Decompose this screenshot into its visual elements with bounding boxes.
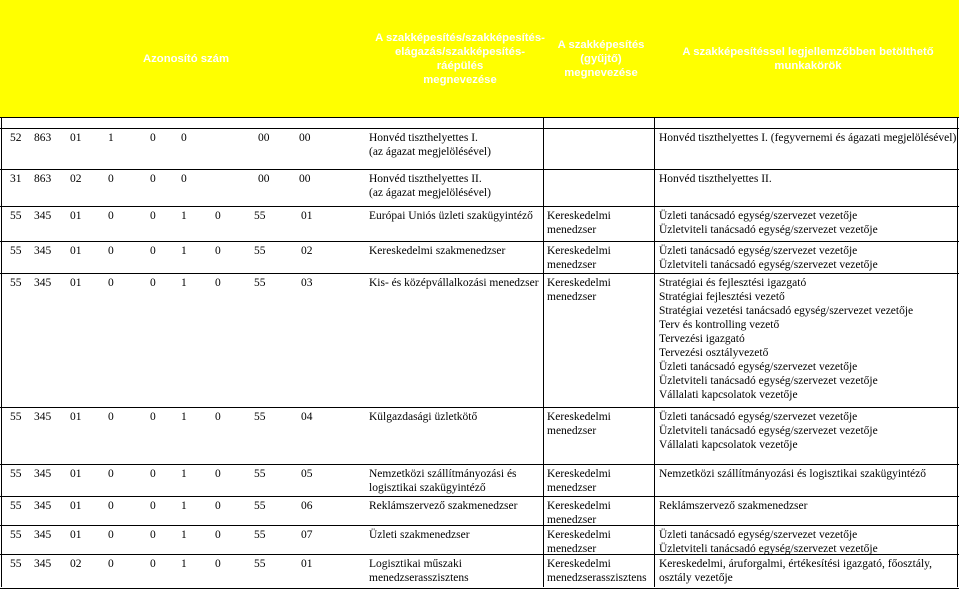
- id-part: 0: [150, 529, 156, 541]
- id-part: 55: [254, 210, 266, 222]
- qualification-name: Honvéd tiszthelyettes I. (az ágazat megjelölésével): [369, 132, 491, 158]
- id-part: 0: [150, 245, 156, 257]
- id-part: 00: [299, 173, 311, 185]
- table-row: [0, 525, 959, 555]
- id-part: 0: [108, 210, 114, 222]
- id-part: 0: [150, 558, 156, 570]
- jobs-list: Honvéd tiszthelyettes I. (fegyvernemi és ágazati megjelölésével): [659, 132, 957, 144]
- table-row: [0, 496, 959, 526]
- header-id: Azonosító szám: [143, 52, 229, 65]
- id-part: 0: [108, 529, 114, 541]
- id-part: 01: [70, 468, 82, 480]
- qualification-name: Reklámszervező szakmenedzser: [369, 500, 518, 512]
- id-part: 00: [299, 132, 311, 144]
- id-part: 02: [70, 558, 82, 570]
- id-part: 0: [150, 132, 156, 144]
- id-part: 1: [181, 411, 187, 423]
- id-part: 345: [34, 468, 52, 480]
- jobs-list: Stratégiai és fejlesztési igazgató Stratégiai fejlesztési vezető Stratégiai vezetési tanácsadó egység/szervezet vezetője Terv és kontrolling vezető Tervezési igazgató Tervezési osztályvezető Üzleti tanácsadó egység/szervezet vezetője Üzletviteli tanácsadó egység/szervezet vezetője Vállalati kapcsolatok vezetője: [659, 277, 914, 401]
- id-part: 0: [108, 277, 114, 289]
- id-part: 55: [254, 500, 266, 512]
- id-part: 0: [108, 468, 114, 480]
- jobs-list: Üzleti tanácsadó egység/szervezet vezetője Üzletviteli tanácsadó egység/szervezet vezetője Vállalati kapcsolatok vezetője: [659, 411, 878, 451]
- id-part: 55: [254, 411, 266, 423]
- jobs-list: Üzleti tanácsadó egység/szervezet vezetője Üzletviteli tanácsadó egység/szervezet vezetője: [659, 245, 878, 271]
- id-part: 0: [150, 500, 156, 512]
- id-part: 04: [301, 411, 313, 423]
- table-row: [0, 554, 959, 589]
- table-header: [0, 0, 959, 117]
- qualification-name: Honvéd tiszthelyettes II. (az ágazat megjelölésével): [369, 173, 491, 199]
- header-qualification-name: A szakképesítés/szakképesítés- elágazás/szakképesítés-ráépülés megnevezése: [375, 31, 545, 86]
- id-part: 345: [34, 411, 52, 423]
- id-part: 1: [181, 277, 187, 289]
- jobs-list: Honvéd tiszthelyettes II.: [659, 173, 772, 185]
- table-row: [0, 128, 959, 170]
- jobs-list: Üzleti tanácsadó egység/szervezet vezetője Üzletviteli tanácsadó egység/szervezet vezetője: [659, 529, 878, 555]
- id-part: 345: [34, 210, 52, 222]
- id-part: 01: [70, 411, 82, 423]
- table-row: [0, 206, 959, 242]
- id-part: 02: [301, 245, 313, 257]
- table-row: [0, 464, 959, 497]
- id-part: 1: [181, 558, 187, 570]
- id-part: 55: [10, 558, 22, 570]
- id-part: 55: [10, 277, 22, 289]
- id-part: 00: [258, 132, 270, 144]
- id-part: 0: [108, 245, 114, 257]
- id-part: 02: [70, 173, 82, 185]
- id-part: 55: [10, 411, 22, 423]
- header-jobs: A szakképesítéssel legjellemzőbben betölthető munkakörök: [682, 45, 934, 72]
- id-part: 0: [215, 468, 221, 480]
- id-part: 55: [10, 210, 22, 222]
- id-part: 0: [215, 210, 221, 222]
- id-part: 0: [215, 277, 221, 289]
- id-part: 06: [301, 500, 313, 512]
- group-name: Kereskedelmi menedzser: [547, 245, 611, 271]
- group-name: Kereskedelmi menedzser: [547, 210, 611, 236]
- id-part: 863: [34, 173, 52, 185]
- group-name: Kereskedelmi menedzser: [547, 500, 611, 526]
- qualification-name: Kereskedelmi szakmenedzser: [369, 245, 506, 257]
- header-divider: [0, 117, 959, 118]
- qualification-name: Külgazdasági üzletkötő: [369, 411, 478, 423]
- header-group-name: A szakképesítés (gyűjtő) megnevezése: [557, 38, 645, 79]
- id-part: 0: [150, 210, 156, 222]
- jobs-list: Üzleti tanácsadó egység/szervezet vezetője Üzletviteli tanácsadó egység/szervezet vezetője: [659, 210, 878, 236]
- id-part: 0: [150, 411, 156, 423]
- table-row: [0, 241, 959, 274]
- id-part: 55: [254, 529, 266, 541]
- id-part: 55: [254, 468, 266, 480]
- qualification-name: Kis- és középvállalkozási menedzser: [369, 277, 539, 289]
- id-part: 01: [70, 500, 82, 512]
- id-part: 01: [70, 529, 82, 541]
- id-part: 0: [150, 277, 156, 289]
- id-part: 1: [108, 132, 114, 144]
- id-part: 55: [10, 245, 22, 257]
- id-part: 55: [254, 558, 266, 570]
- id-part: 0: [181, 132, 187, 144]
- jobs-list: Kereskedelmi, áruforgalmi, értékesítési igazgató, főosztály, osztály vezetője: [659, 558, 933, 584]
- table-row: [0, 407, 959, 465]
- group-name: Kereskedelmi menedzser: [547, 411, 611, 437]
- qualification-name: Üzleti szakmenedzser: [369, 529, 470, 541]
- id-part: 55: [10, 500, 22, 512]
- id-part: 345: [34, 277, 52, 289]
- id-part: 345: [34, 529, 52, 541]
- id-part: 0: [150, 173, 156, 185]
- jobs-list: Reklámszervező szakmenedzser: [659, 500, 808, 512]
- id-part: 345: [34, 558, 52, 570]
- table-row: [0, 169, 959, 207]
- id-part: 0: [108, 411, 114, 423]
- id-part: 55: [254, 245, 266, 257]
- id-part: 03: [301, 277, 313, 289]
- id-part: 0: [108, 173, 114, 185]
- jobs-list: Nemzetközi szállítmányozási és logisztikai szakügyintéző: [659, 468, 926, 480]
- id-part: 1: [181, 468, 187, 480]
- qualification-name: Logisztikai műszaki menedzserasszisztens: [369, 558, 469, 584]
- id-part: 01: [301, 210, 313, 222]
- qualification-name: Nemzetközi szállítmányozási és logisztikai szakügyintéző: [369, 468, 517, 494]
- id-part: 07: [301, 529, 313, 541]
- id-part: 0: [215, 529, 221, 541]
- id-part: 1: [181, 245, 187, 257]
- id-part: 0: [181, 173, 187, 185]
- id-part: 31: [10, 173, 22, 185]
- group-name: Kereskedelmi menedzser: [547, 529, 611, 555]
- table-row: [0, 273, 959, 408]
- id-part: 1: [181, 500, 187, 512]
- id-part: 00: [258, 173, 270, 185]
- id-part: 0: [150, 468, 156, 480]
- id-part: 1: [181, 529, 187, 541]
- id-part: 0: [108, 558, 114, 570]
- id-part: 0: [215, 411, 221, 423]
- qualification-name: Európai Uniós üzleti szakügyintéző: [369, 210, 533, 222]
- id-part: 55: [254, 277, 266, 289]
- id-part: 55: [10, 529, 22, 541]
- id-part: 01: [301, 558, 313, 570]
- id-part: 0: [108, 500, 114, 512]
- id-part: 05: [301, 468, 313, 480]
- id-part: 55: [10, 468, 22, 480]
- group-name: Kereskedelmi menedzser: [547, 468, 611, 494]
- id-part: 863: [34, 132, 52, 144]
- group-name: Kereskedelmi menedzserasszisztens: [547, 558, 647, 584]
- id-part: 1: [181, 210, 187, 222]
- id-part: 01: [70, 277, 82, 289]
- id-part: 0: [215, 500, 221, 512]
- id-part: 01: [70, 245, 82, 257]
- id-part: 52: [10, 132, 22, 144]
- id-part: 01: [70, 132, 82, 144]
- id-part: 0: [215, 245, 221, 257]
- id-part: 0: [215, 558, 221, 570]
- id-part: 01: [70, 210, 82, 222]
- id-part: 345: [34, 500, 52, 512]
- group-name: Kereskedelmi menedzser: [547, 277, 611, 303]
- id-part: 345: [34, 245, 52, 257]
